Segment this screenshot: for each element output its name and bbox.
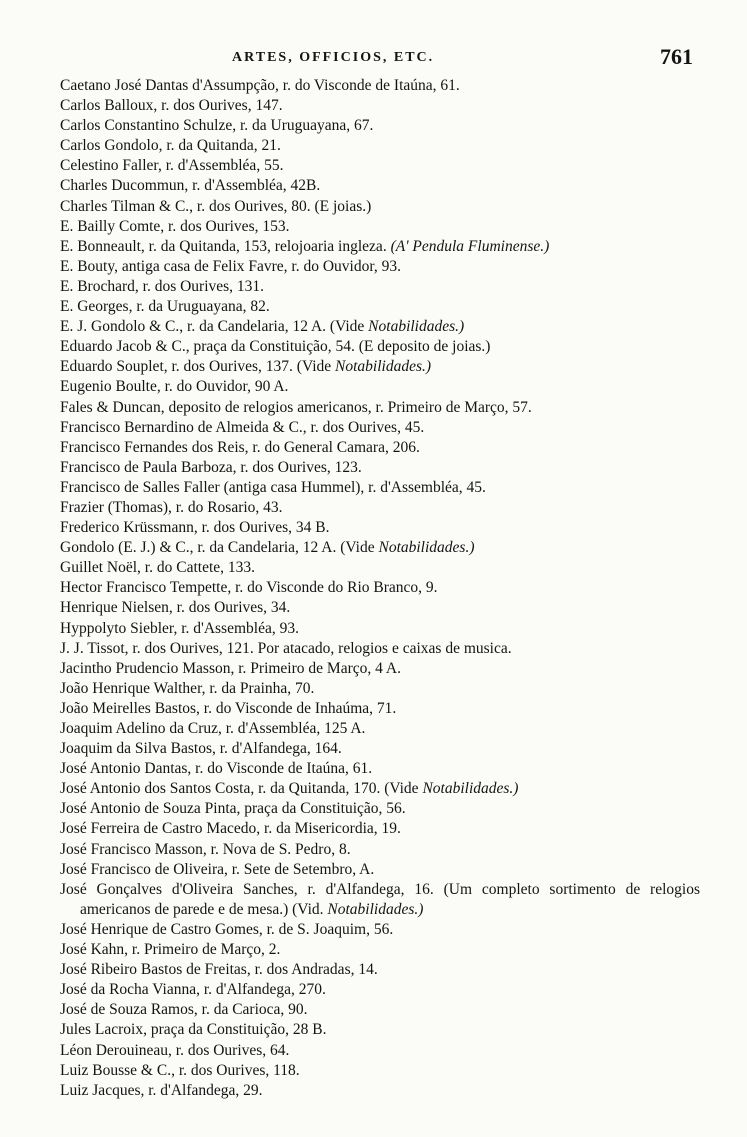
entry-text: Léon Derouineau, r. dos Ourives, 64. — [60, 1041, 290, 1059]
entry-text: Frederico Krüssmann, r. dos Ourives, 34 B. — [60, 519, 330, 537]
entry-reference: (A' Pendula Fluminense.) — [390, 237, 550, 255]
entry-text: João Henrique Walther, r. da Prainha, 70. — [60, 679, 315, 697]
entry-text: E. J. Gondolo & C., r. da Candelaria, 12 A. (Vide — [60, 318, 369, 336]
entry-text: E. Bailly Comte, r. dos Ourives, 153. — [60, 217, 290, 235]
directory-entry — [60, 438, 700, 458]
directory-entry — [60, 337, 700, 357]
page-number: 761 — [660, 44, 693, 69]
directory-entry — [60, 377, 700, 397]
entry-text: Jules Lacroix, praça da Constituição, 28 B. — [60, 1021, 327, 1039]
entry-text: Francisco Fernandes dos Reis, r. do General Camara, 206. — [60, 438, 420, 456]
directory-entry — [60, 136, 700, 156]
directory-entry — [60, 217, 700, 237]
directory-entry — [60, 799, 700, 819]
entry-text: Eduardo Souplet, r. dos Ourives, 137. (Vide — [60, 358, 336, 376]
directory-entry — [60, 598, 700, 618]
running-head: ARTES, OFFICIOS, ETC. — [232, 50, 435, 65]
directory-entry — [60, 920, 700, 940]
entry-text: Gondolo (E. J.) & C., r. da Candelaria, 12 A. (Vide — [60, 539, 379, 557]
entry-text: Frazier (Thomas), r. do Rosario, 43. — [60, 498, 283, 516]
entry-reference: Notabilidades.) — [335, 358, 432, 376]
entry-text: Fales & Duncan, deposito de relogios americanos, r. Primeiro de Março, 57. — [60, 398, 532, 416]
directory-entry — [60, 578, 700, 598]
directory-entry — [60, 156, 700, 176]
entry-text: E. Bonneault, r. da Quitanda, 153, relojoaria ingleza. — [60, 237, 391, 255]
directory-entry — [60, 779, 700, 799]
directory-entry — [60, 1000, 700, 1020]
directory-entry — [60, 759, 700, 779]
directory-entry — [60, 458, 700, 478]
entry-text: E. Georges, r. da Uruguayana, 82. — [60, 298, 270, 316]
entry-text: José Antonio de Souza Pinta, praça da Constituição, 56. — [60, 800, 406, 818]
entry-text: Celestino Faller, r. d'Assembléa, 55. — [60, 157, 284, 175]
directory-entry — [60, 538, 700, 558]
directory-entry — [60, 1061, 700, 1081]
entry-text: José da Rocha Vianna, r. d'Alfandega, 270. — [60, 981, 326, 999]
directory-entry — [60, 679, 700, 699]
directory-entry — [60, 116, 700, 136]
directory-entry — [60, 960, 700, 980]
entry-reference: Notabilidades.) — [368, 318, 465, 336]
entry-text: Guillet Noël, r. do Cattete, 133. — [60, 559, 256, 577]
entry-text: José de Souza Ramos, r. da Carioca, 90. — [60, 1001, 308, 1019]
directory-entry — [60, 237, 700, 257]
entry-text: José Kahn, r. Primeiro de Março, 2. — [60, 941, 281, 959]
directory-entry — [60, 317, 700, 337]
directory-entry — [60, 860, 700, 880]
page-header — [0, 42, 747, 72]
entry-text: Carlos Gondolo, r. da Quitanda, 21. — [60, 137, 281, 155]
entry-text: Francisco Bernardino de Almeida & C., r. dos Ourives, 45. — [60, 418, 425, 436]
entry-text: José Antonio Dantas, r. do Visconde de Itaúna, 61. — [60, 760, 373, 778]
directory-entry — [60, 1020, 700, 1040]
directory-entry — [60, 659, 700, 679]
directory-entry — [60, 498, 700, 518]
entry-text: José Gonçalves d'Oliveira Sanches, r. d'Alfandega, 16. (Um completo sortimento de relogios americanos de parede e de mesa.) (Vid. — [60, 880, 700, 918]
entry-text: Eugenio Boulte, r. do Ouvidor, 90 A. — [60, 378, 289, 396]
entry-text: Hyppolyto Siebler, r. d'Assembléa, 93. — [60, 619, 299, 637]
entry-text: Charles Ducommun, r. d'Assembléa, 42B. — [60, 177, 321, 195]
directory-entry — [60, 478, 700, 498]
entry-text: Joaquim da Silva Bastos, r. d'Alfandega, 164. — [60, 740, 342, 758]
entry-text: Joaquim Adelino da Cruz, r. d'Assembléa, 125 A. — [60, 720, 366, 737]
entry-text: Francisco de Salles Faller (antiga casa Hummel), r. d'Assembléa, 45. — [60, 478, 486, 496]
directory-entry — [60, 980, 700, 1000]
directory-entry — [60, 719, 700, 739]
entry-text: José Ferreira de Castro Macedo, r. da Misericordia, 19. — [60, 820, 401, 838]
entry-text: E. Brochard, r. dos Ourives, 131. — [60, 277, 265, 295]
entry-text: José Francisco de Oliveira, r. Sete de Setembro, A. — [60, 860, 375, 878]
entry-text: Carlos Constantino Schulze, r. da Uruguayana, 67. — [60, 117, 374, 135]
entry-text: Luiz Bousse & C., r. dos Ourives, 118. — [60, 1061, 300, 1079]
directory-list — [60, 76, 700, 1101]
directory-entry — [60, 819, 700, 839]
directory-entry — [60, 699, 700, 719]
directory-entry — [60, 76, 700, 96]
directory-entry — [60, 398, 700, 418]
entry-reference: Notabilidades.) — [422, 780, 519, 798]
entry-text: Hector Francisco Tempette, r. do Visconde do Rio Branco, 9. — [60, 579, 438, 597]
entry-text: Jacintho Prudencio Masson, r. Primeiro de Março, 4 A. — [60, 659, 401, 677]
entry-text: João Meirelles Bastos, r. do Visconde de Inhaúma, 71. — [60, 699, 397, 717]
directory-entry — [60, 1081, 700, 1101]
directory-entry — [60, 880, 700, 920]
entry-text: Henrique Nielsen, r. dos Ourives, 34. — [60, 599, 291, 617]
directory-entry — [60, 257, 700, 277]
directory-entry — [60, 840, 700, 860]
entry-reference: Notabilidades.) — [378, 539, 475, 557]
directory-entry — [60, 277, 700, 297]
entry-text: J. J. Tissot, r. dos Ourives, 121. Por atacado, relogios e caixas de musica. — [60, 639, 512, 657]
directory-entry — [60, 619, 700, 639]
entry-text: E. Bouty, antiga casa de Felix Favre, r. do Ouvidor, 93. — [60, 257, 402, 275]
entry-text: José Antonio dos Santos Costa, r. da Quitanda, 170. (Vide — [60, 780, 423, 798]
directory-entry — [60, 518, 700, 538]
directory-entry — [60, 197, 700, 217]
entry-text: José Ribeiro Bastos de Freitas, r. dos Andradas, 14. — [60, 961, 378, 979]
entry-text: Carlos Balloux, r. dos Ourives, 147. — [60, 97, 283, 115]
entry-text: Caetano José Dantas d'Assumpção, r. do Visconde de Itaúna, 61. — [60, 77, 460, 94]
entry-reference: Notabilidades.) — [327, 900, 424, 918]
directory-entry — [60, 558, 700, 578]
directory-entry — [60, 176, 700, 196]
directory-entry — [60, 639, 700, 659]
entry-text: Francisco de Paula Barboza, r. dos Ourives, 123. — [60, 458, 362, 476]
entry-text: José Francisco Masson, r. Nova de S. Pedro, 8. — [60, 840, 351, 858]
directory-entry — [60, 1041, 700, 1061]
directory-entry — [60, 297, 700, 317]
directory-entry — [60, 357, 700, 377]
directory-entry — [60, 940, 700, 960]
entry-text: Eduardo Jacob & C., praça da Constituição, 54. (E deposito de joias.) — [60, 338, 491, 356]
entry-text: Luiz Jacques, r. d'Alfandega, 29. — [60, 1081, 263, 1099]
entry-text: Charles Tilman & C., r. dos Ourives, 80. (E joias.) — [60, 197, 372, 215]
directory-entry — [60, 739, 700, 759]
directory-entry — [60, 418, 700, 438]
entry-text: José Henrique de Castro Gomes, r. de S. Joaquim, 56. — [60, 920, 394, 938]
directory-entry — [60, 96, 700, 116]
